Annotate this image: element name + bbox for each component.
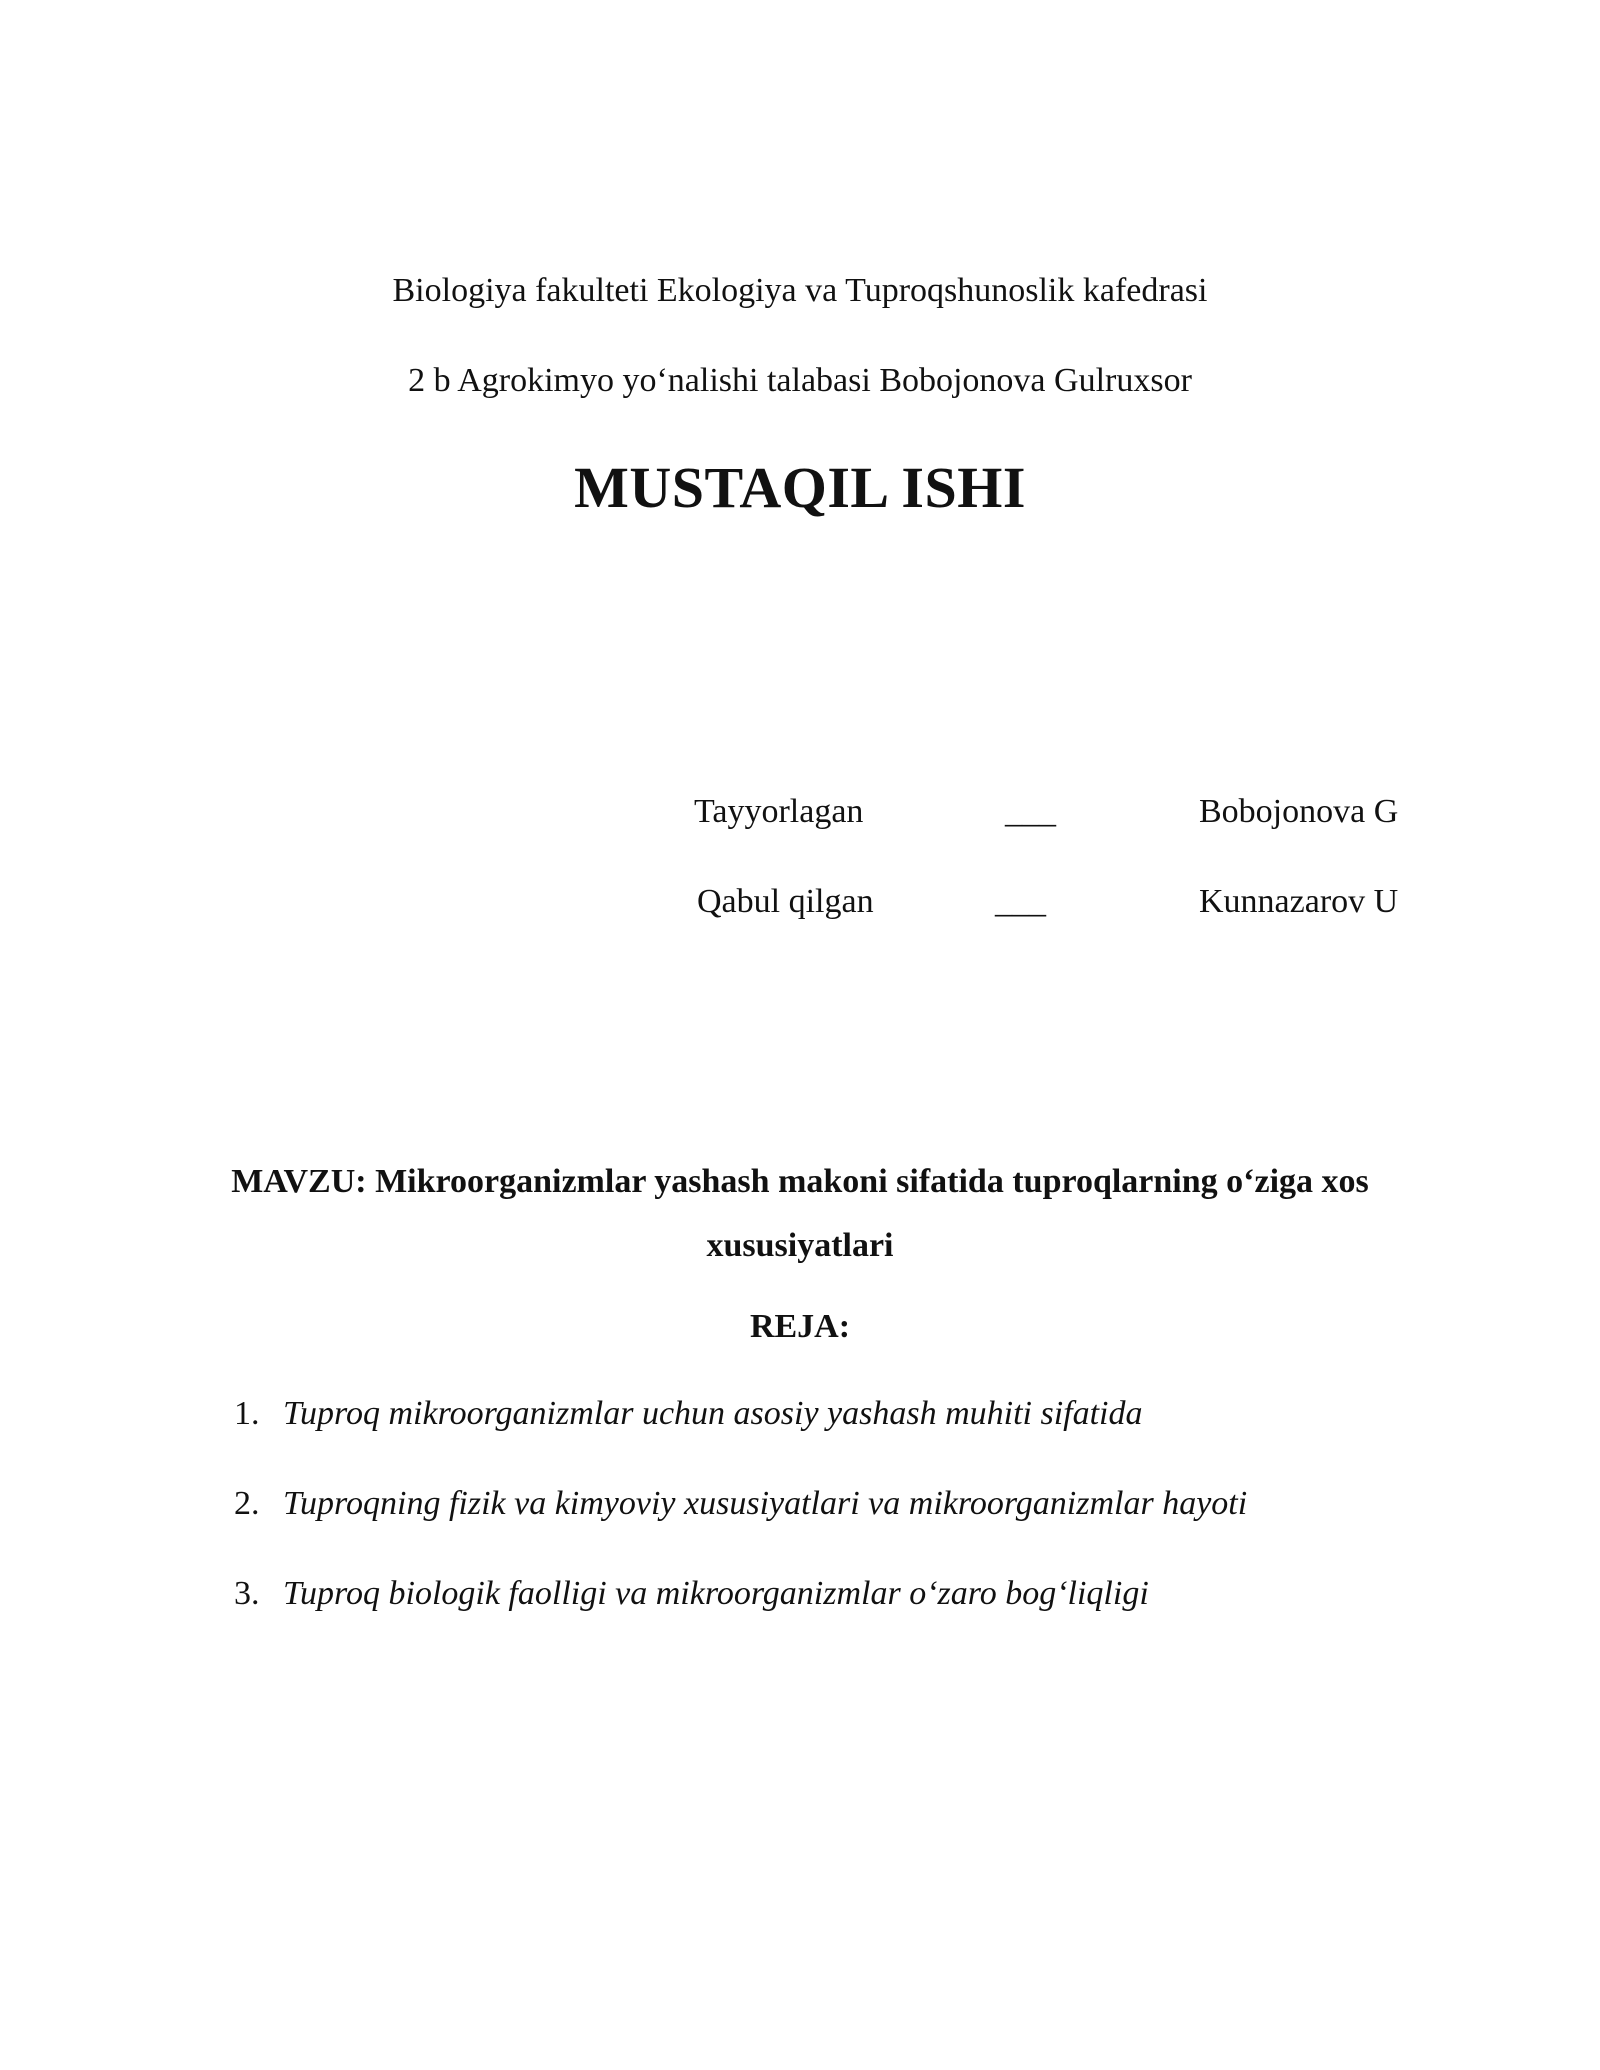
- list-item-text: Tuproq mikroorganizmlar uchun asosiy yashash muhiti sifatida: [283, 1395, 1143, 1432]
- list-item: [234, 1575, 1434, 1665]
- plan-list: [234, 1395, 1434, 1665]
- list-item-number: 1.: [234, 1395, 260, 1432]
- signature-row-prepared: [0, 793, 1600, 843]
- student-line: 2 b Agrokimyo yo‘nalishi talabasi Bobojonova Gulruxsor: [408, 362, 1192, 399]
- list-item-number: 3.: [234, 1575, 260, 1612]
- topic-heading: MAVZU: Mikroorganizmlar yashash makoni sifatida tuproqlarning o‘ziga xos xususiyatlari: [231, 1163, 1369, 1264]
- document-title: MUSTAQIL ISHI: [574, 455, 1026, 520]
- list-item: [234, 1485, 1434, 1575]
- faculty-line: Biologiya fakulteti Ekologiya va Tuproqshunoslik kafedrasi: [392, 272, 1208, 309]
- list-item-text: Tuproqning fizik va kimyoviy xususiyatlari va mikroorganizmlar hayoti: [283, 1485, 1248, 1522]
- signature-label: Qabul qilgan: [697, 883, 874, 920]
- list-item-number: 2.: [234, 1485, 260, 1522]
- list-item-text: Tuproq biologik faolligi va mikroorganizmlar o‘zaro bog‘liqligi: [283, 1575, 1149, 1612]
- list-item: [234, 1395, 1434, 1485]
- signature-row-accepted: [0, 883, 1600, 933]
- plan-heading: REJA:: [749, 1308, 851, 1345]
- signature-name: Kunnazarov U: [1199, 883, 1399, 920]
- signature-label: Tayyorlagan: [694, 793, 864, 830]
- signature-name: Bobojonova G: [1199, 793, 1399, 830]
- signature-line: ___: [1005, 793, 1056, 830]
- signature-line: ___: [995, 883, 1046, 920]
